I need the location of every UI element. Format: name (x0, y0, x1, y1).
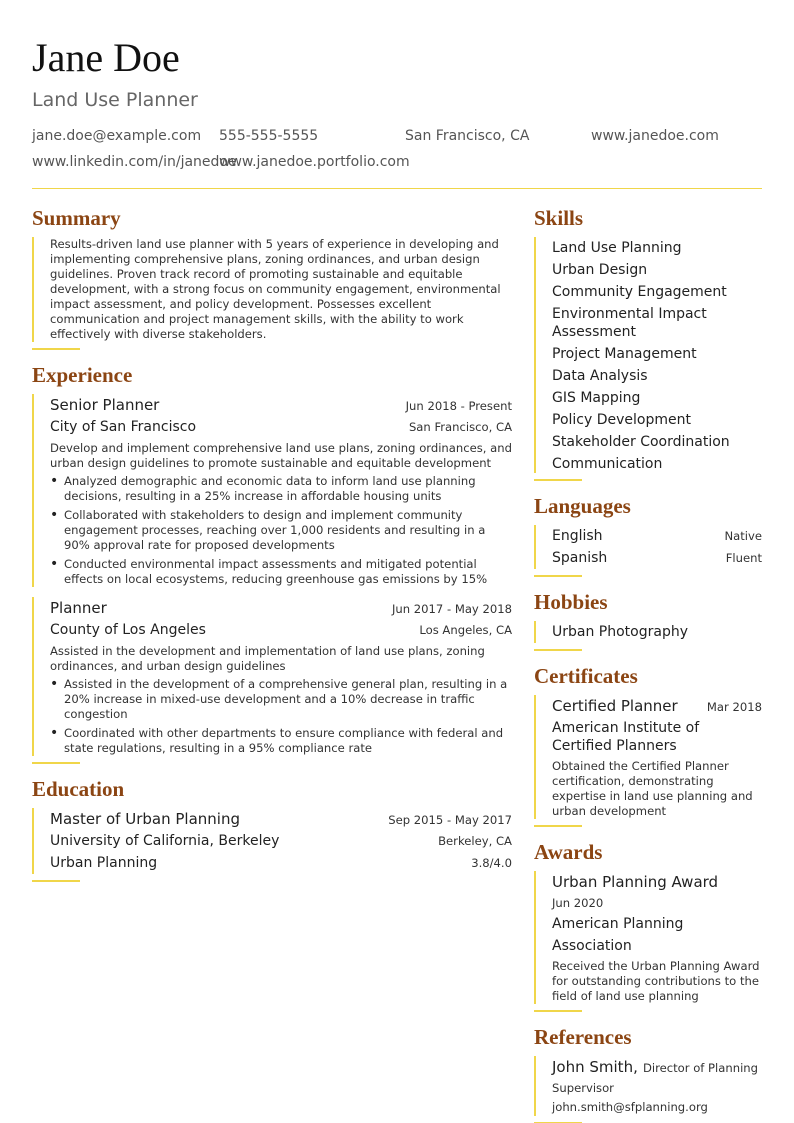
languages-heading: Languages (534, 494, 631, 518)
experience-job-2 (32, 597, 512, 756)
bullet-item: • Analyzed demographic and economic data to inform land use planning decisions, resulting in a 25% increase in affordable housing units (50, 474, 512, 504)
job-position: Planner (50, 599, 107, 617)
awards-heading: Awards (534, 840, 603, 864)
portfolio-link[interactable]: www.janedoe.portfolio.com (219, 154, 410, 170)
references-heading: References (534, 1025, 632, 1049)
header-divider (32, 188, 762, 189)
reference-email-link[interactable]: john.smith@sfplanning.org (552, 1100, 708, 1114)
certificate-entry (534, 695, 762, 819)
language-level: Native (724, 529, 762, 543)
bullet-item: • Collaborated with stakeholders to design and implement community engagement processes, reaching over 1,000 residents and resulting in a 90% approval rate for proposed developments (50, 508, 512, 553)
job-title: Land Use Planner (32, 89, 198, 111)
experience-heading: Experience (32, 363, 133, 387)
section-underline (32, 348, 80, 350)
summary-heading: Summary (32, 206, 121, 230)
job-dates: Jun 2017 - May 2018 (391, 602, 512, 616)
skill-item: Stakeholder Coordination (552, 434, 730, 450)
job-organization: City of San Francisco (50, 419, 197, 435)
skill-item: Land Use Planning (552, 240, 682, 256)
field-of-study: Urban Planning (50, 855, 158, 871)
languages-list (534, 525, 762, 569)
section-underline (534, 575, 582, 577)
job-dates: Jun 2018 - Present (405, 399, 512, 413)
linkedin-link[interactable]: www.linkedin.com/in/janedoe (32, 154, 237, 170)
skill-item: Environmental Impact Assessment (552, 306, 707, 340)
award-description: Received the Urban Planning Award for outstanding contributions to the field of land use planning (552, 959, 760, 1003)
hobbies-list (534, 621, 762, 643)
location-text: San Francisco, CA (405, 128, 530, 144)
section-underline (534, 825, 582, 827)
skill-item: GIS Mapping (552, 390, 641, 406)
reference-name: John Smith, (552, 1058, 638, 1076)
school-location: Berkeley, CA (438, 834, 512, 848)
section-underline (534, 1010, 582, 1012)
job-description: Assisted in the development and implementation of land use plans, zoning ordinances, and urban design guidelines (50, 644, 485, 673)
reference-entry (534, 1056, 762, 1116)
job-location: Los Angeles, CA (419, 623, 512, 637)
experience-job-1 (32, 394, 512, 587)
reference-role: Director of Planning (642, 1061, 758, 1075)
skill-item: Policy Development (552, 412, 691, 428)
skills-heading: Skills (534, 206, 584, 230)
reference-relation: Supervisor (552, 1081, 614, 1095)
skills-list (534, 237, 762, 473)
certificate-name: Certified Planner (552, 697, 678, 715)
certificate-date: Mar 2018 (706, 700, 762, 714)
job-description: Develop and implement comprehensive land use plans, zoning ordinances, and urban design guidelines to promote sustainable and equitable development (50, 441, 512, 470)
job-bullets (50, 474, 512, 587)
education-section (32, 808, 512, 874)
language-name: Spanish (552, 550, 608, 566)
section-underline (32, 762, 80, 764)
summary-section (32, 237, 512, 342)
section-underline (534, 479, 582, 481)
language-name: English (552, 528, 603, 544)
job-location: San Francisco, CA (408, 420, 512, 434)
bullet-item: • Coordinated with other departments to ensure compliance with federal and state regulations, resulting in a 95% compliance rate (50, 726, 512, 756)
skill-item: Data Analysis (552, 368, 648, 384)
gpa-value: 3.8/4.0 (471, 856, 512, 870)
phone-number: 555-555-5555 (219, 128, 319, 144)
email-link[interactable]: jane.doe@example.com (32, 128, 202, 144)
skill-item: Community Engagement (552, 284, 727, 300)
website-link[interactable]: www.janedoe.com (591, 128, 719, 144)
hobbies-heading: Hobbies (534, 590, 608, 614)
skill-item: Communication (552, 456, 663, 472)
language-level: Fluent (725, 551, 762, 565)
certificate-description: Obtained the Certified Planner certification, demonstrating expertise in land use planning and urban development (552, 759, 753, 818)
award-date: Jun 2020 (552, 896, 604, 910)
education-dates: Sep 2015 - May 2017 (388, 813, 512, 827)
certificate-issuer: American Institute of Certified Planners (552, 720, 700, 754)
summary-text: Results-driven land use planner with 5 years of experience in developing and implementing comprehensive plans, zoning ordinances, and urban design guidelines. Proven track record of promoting sustainable and equitable development, with a strong focus on community engagement, environmental impact assessment, and policy development. Possesses excellent communication and project management skills, with the ability to work effectively with diverse stakeholders. (50, 237, 501, 341)
bullet-item: • Conducted environmental impact assessments and mitigated potential effects on local ecosystems, reducing greenhouse gas emissions by 15% (50, 557, 512, 587)
education-heading: Education (32, 777, 125, 801)
award-entry (534, 871, 762, 1004)
right-column (534, 205, 762, 1123)
job-organization: County of Los Angeles (50, 622, 206, 638)
skill-item: Urban Design (552, 262, 648, 278)
job-bullets (50, 677, 512, 756)
hobby-item: Urban Photography (552, 624, 688, 640)
section-underline (32, 880, 80, 882)
left-column (32, 205, 512, 894)
award-issuer: American Planning Association (552, 916, 684, 954)
bullet-item: • Assisted in the development of a comprehensive general plan, resulting in a 20% increase in mixed-use development and a 10% decrease in traffic congestion (50, 677, 512, 722)
job-position: Senior Planner (50, 396, 160, 414)
skill-item: Project Management (552, 346, 697, 362)
resume-name: Jane Doe (32, 35, 180, 80)
certificates-heading: Certificates (534, 664, 638, 688)
section-underline (534, 649, 582, 651)
school-name: University of California, Berkeley (50, 833, 280, 849)
award-name: Urban Planning Award (552, 873, 719, 891)
degree-name: Master of Urban Planning (50, 810, 240, 828)
